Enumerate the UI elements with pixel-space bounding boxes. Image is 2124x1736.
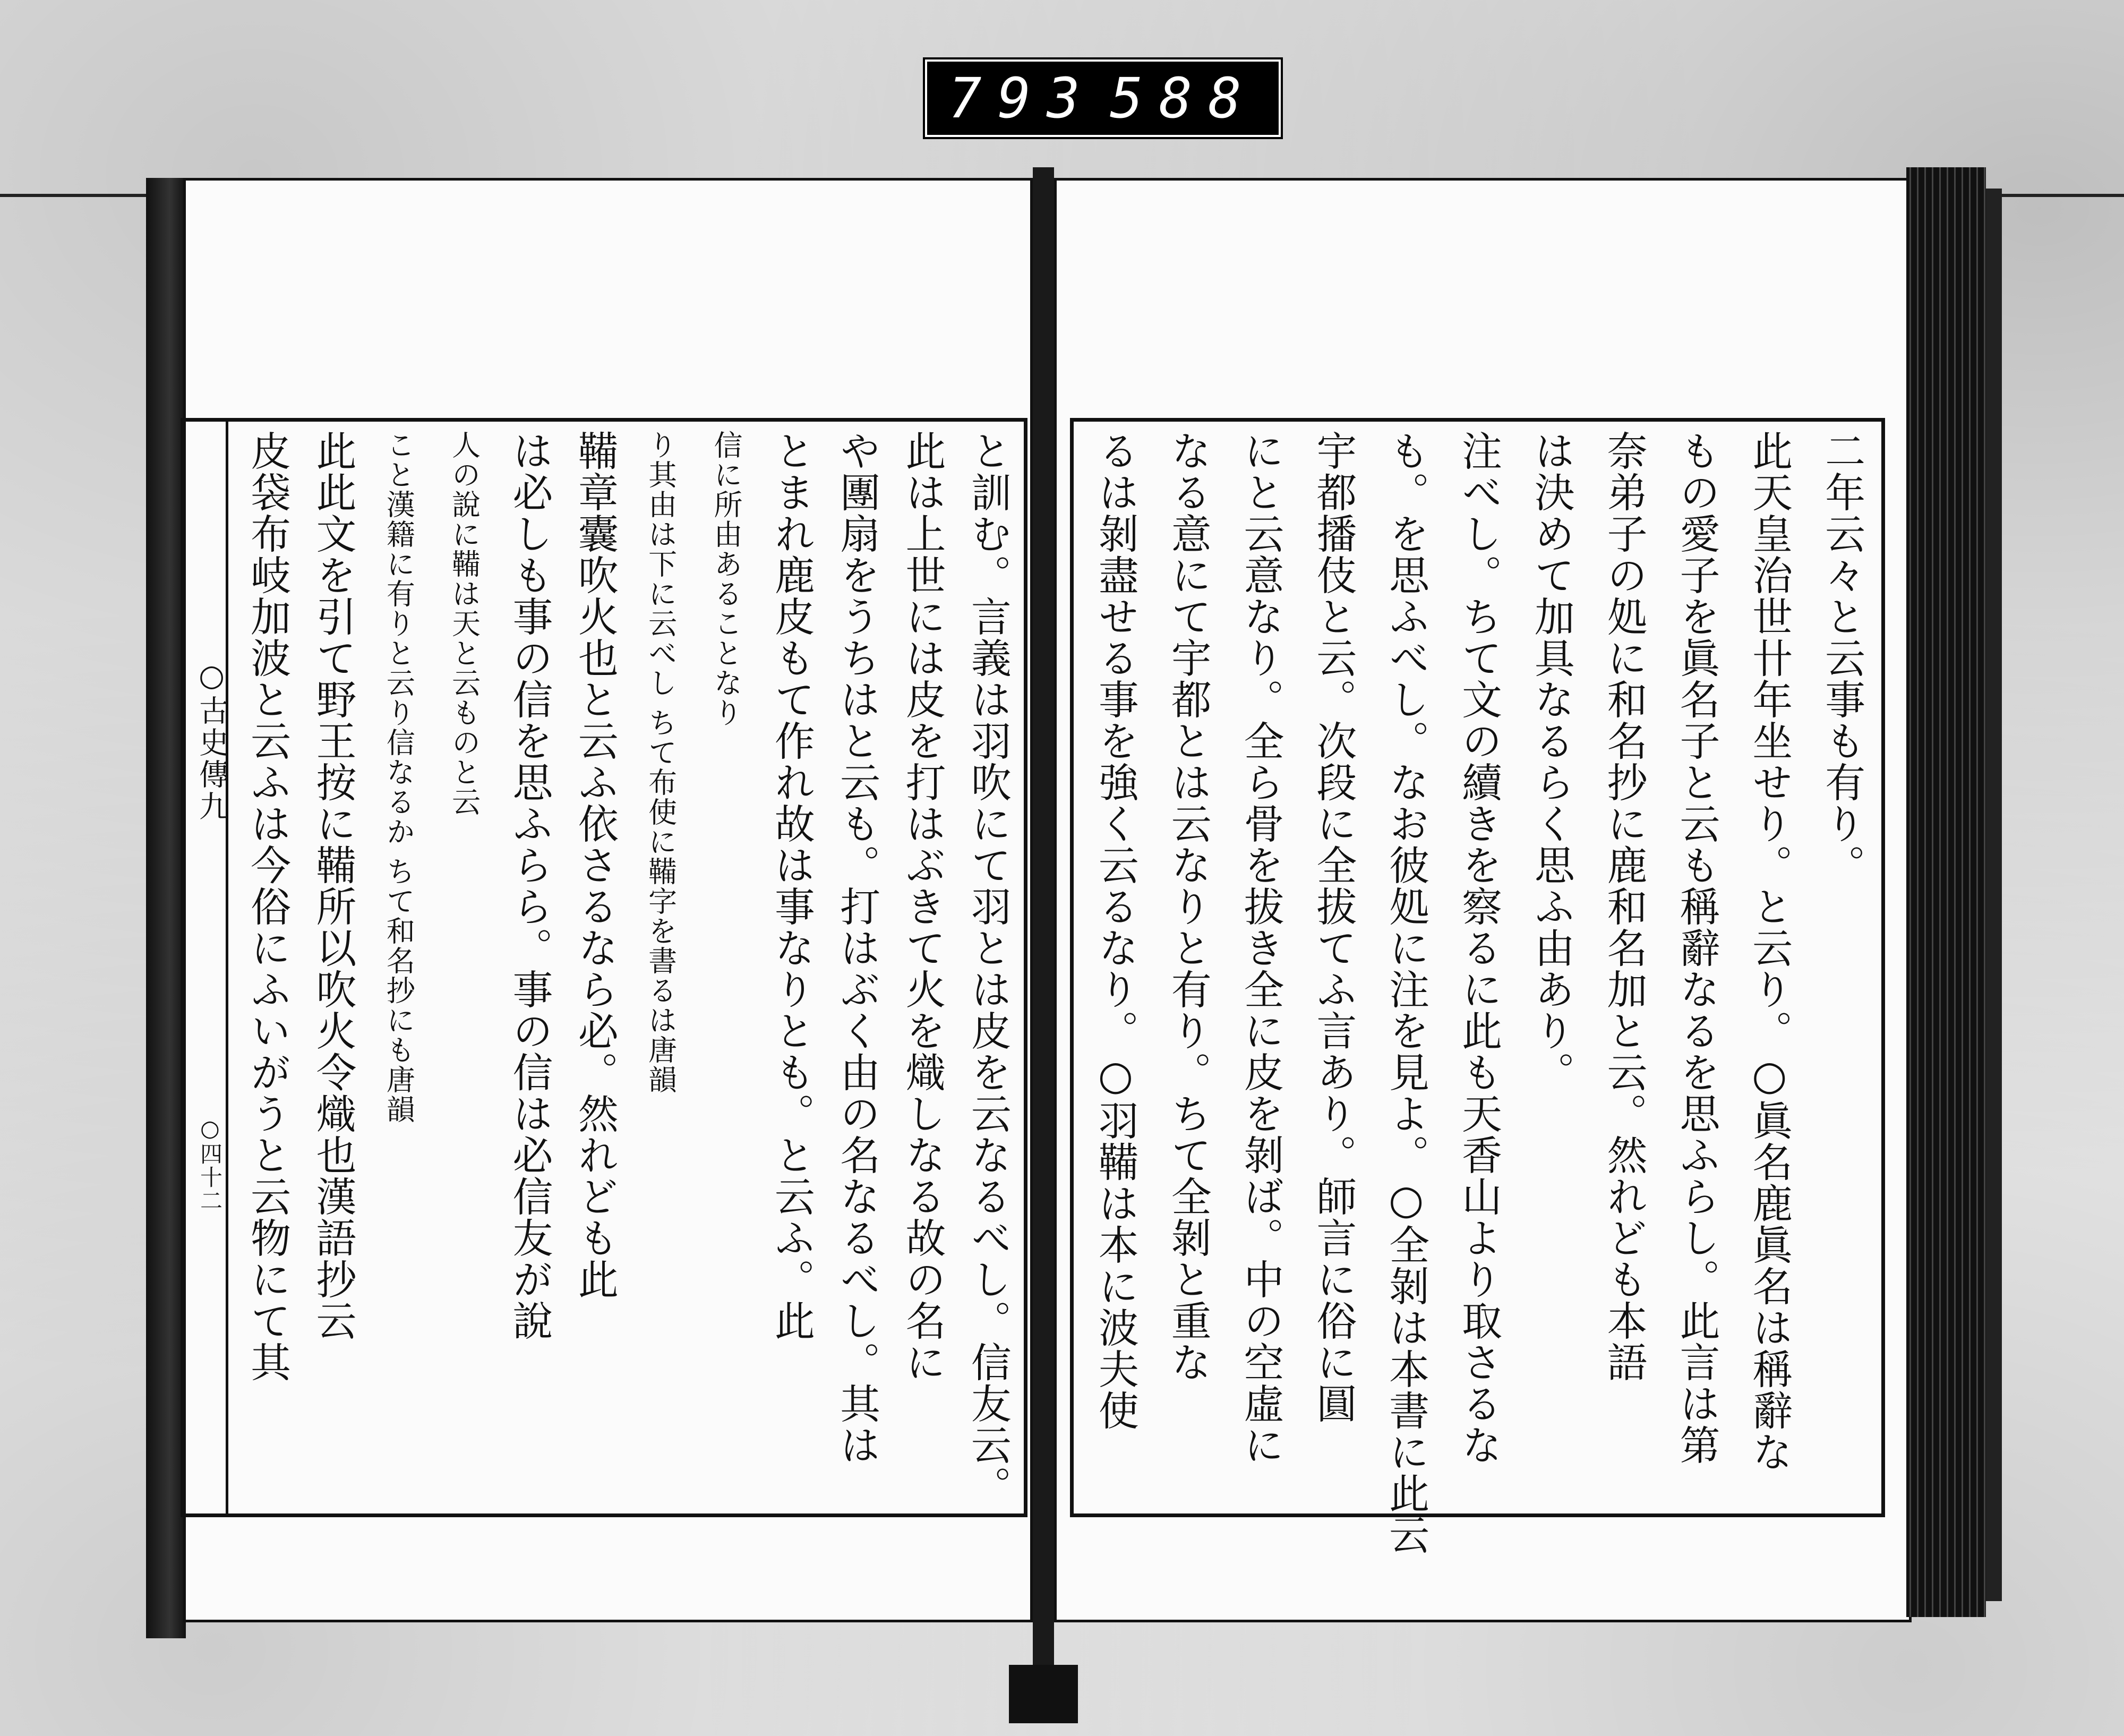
left-margin-column xyxy=(181,418,228,1517)
right-text-column: 注べし。ちて文の續きを察るに此も天香山より取さるな xyxy=(1455,430,1503,1466)
right-text-column: 二年云々と云事も有り。 xyxy=(1818,430,1866,886)
right-text-column: 奈弟子の処に和名抄に鹿和名加と云。然れども本語 xyxy=(1600,430,1648,1383)
right-text-column: にと云意なり。全ら骨を拔き全に皮を剝ば。中の空虛に xyxy=(1237,430,1285,1466)
left-text-column: とまれ鹿皮もて作れ故は事なりとも。と云ふ。此 xyxy=(768,430,816,1341)
left-page-edge xyxy=(146,178,186,1638)
left-text-column: は必しも事の信を思ふらら。事の信は必信友が說 xyxy=(506,430,553,1341)
left-text-column: こと漢籍に有りと云り信なるか ちて和名抄にも唐韻 xyxy=(382,430,416,1125)
left-text-column: 鞴章囊吹火也と云ふ依さるなら必。然れども此 xyxy=(571,430,619,1300)
right-page-edge xyxy=(1906,167,1986,1617)
left-text-column: 人の說に鞴は天と云ものと云 xyxy=(447,430,481,817)
right-text-column: なる意にて宇都とは云なりと有り。ちて全剝と重な xyxy=(1164,430,1212,1383)
page-number: ○四十二 xyxy=(197,1115,223,1212)
left-text-column: 信に所由あることなり xyxy=(709,430,743,728)
right-text-column: るは剝盡せる事を強く云るなり。○羽鞴は本に波夫使 xyxy=(1092,430,1140,1431)
left-page-text xyxy=(234,430,1020,1511)
left-text-column: 此此文を引て野王按に鞴所以吹火令熾也漢語抄云 xyxy=(310,430,357,1341)
right-page-text xyxy=(1078,430,1877,1555)
right-text-column: 宇都播伎と云。次段に全拔てふ言あり。師言に俗に圓 xyxy=(1309,430,1357,1424)
running-header-title: ○古史傳九 xyxy=(194,659,229,823)
left-text-column: や團扇をうちはと云も。打はぶく由の名なるべし。其は xyxy=(833,430,881,1466)
spine-foot xyxy=(1009,1665,1078,1723)
right-text-column: 此天皇治世卄年坐せり。と云り。○眞名鹿眞名は稱辭な xyxy=(1745,430,1793,1473)
right-edge-strip xyxy=(1986,189,2002,1601)
catalog-number-left: 793 xyxy=(948,66,1096,131)
catalog-number-right: 588 xyxy=(1110,66,1257,131)
catalog-label xyxy=(925,59,1281,137)
right-text-column: も。を思ふべし。なお彼処に注を見よ。○全剝は本書に此云 xyxy=(1382,430,1430,1555)
book-spine xyxy=(1033,167,1054,1697)
right-text-column: もの愛子を眞名子と云も稱辭なるを思ふらし。此言は第 xyxy=(1673,430,1720,1466)
left-text-column: 此は上世には皮を打はぶきて火を熾しなる故の名に xyxy=(899,430,946,1383)
left-text-column: と訓む。言義は羽吹にて羽とは皮を云なるべし。信友云。 xyxy=(964,430,1012,1507)
left-text-column: 皮袋布岐加波と云ふは今俗にふいがうと云物にて其 xyxy=(244,430,292,1383)
left-text-column: り其由は下に云べし ちて布使に鞴字を書るは唐韻 xyxy=(644,430,678,1095)
right-text-column: は決めて加具なるらく思ふ由あり。 xyxy=(1528,430,1575,1093)
